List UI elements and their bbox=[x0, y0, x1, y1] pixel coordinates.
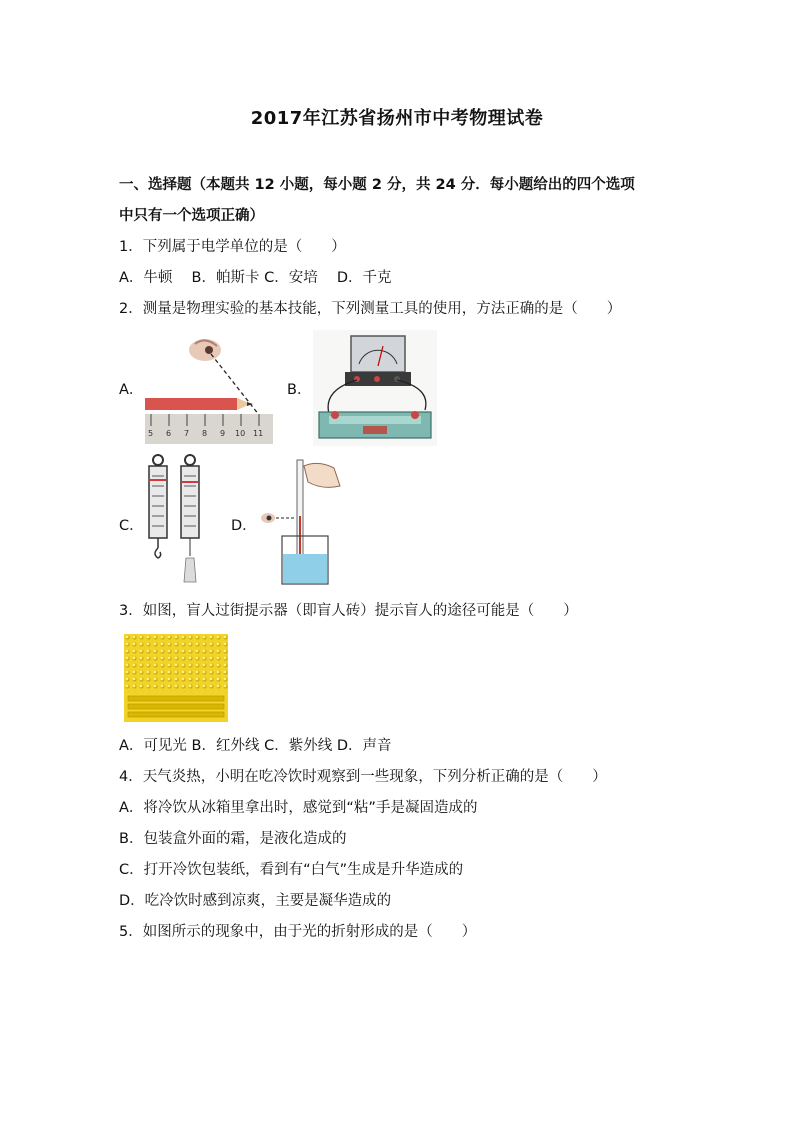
ruler-tick-11: 11 bbox=[253, 429, 264, 438]
ruler-tick-8: 8 bbox=[202, 429, 208, 438]
q1-options: A．牛顿 B．帕斯卡 C．安培 D．千克 bbox=[119, 270, 392, 286]
q2-stem: 2．测量是物理实验的基本技能，下列测量工具的使用，方法正确的是（ ） bbox=[119, 301, 622, 317]
q4-option-c: C．打开冷饮包装纸，看到有“白气”生成是升华造成的 bbox=[119, 862, 464, 878]
q5-stem: 5．如图所示的现象中，由于光的折射形成的是（ ） bbox=[119, 924, 477, 940]
q2-option-a-label: A． bbox=[119, 382, 144, 398]
q4-option-a: A．将冷饮从冰箱里拿出时，感觉到“粘”手是凝固造成的 bbox=[119, 800, 478, 816]
thermometer-beaker-figure bbox=[256, 456, 346, 586]
ruler-tick-9: 9 bbox=[220, 429, 226, 438]
ruler-tick-10: 10 bbox=[235, 429, 246, 438]
ruler-pencil-figure bbox=[145, 332, 273, 444]
q2-option-b-label: B． bbox=[287, 382, 312, 398]
q3-stem: 3．如图，盲人过街提示器（即盲人砖）提示盲人的途径可能是（ ） bbox=[119, 603, 578, 619]
q1-stem: 1．下列属于电学单位的是（ ） bbox=[119, 239, 346, 255]
q4-option-d: D．吃冷饮时感到凉爽，主要是凝华造成的 bbox=[119, 893, 392, 909]
section-heading-line2: 中只有一个选项正确） bbox=[119, 208, 264, 224]
ammeter-circuit-figure bbox=[313, 330, 437, 446]
ruler-tick-5: 5 bbox=[148, 429, 154, 438]
ruler-tick-6: 6 bbox=[166, 429, 172, 438]
q2-option-d-label: D． bbox=[231, 518, 257, 534]
q3-options: A．可见光 B．红外线 C．紫外线 D．声音 bbox=[119, 738, 392, 754]
section-heading-line1: 一、选择题（本题共 12 小题，每小题 2 分，共 24 分．每小题给出的四个选项 bbox=[119, 177, 635, 193]
tactile-paving-figure bbox=[124, 634, 228, 722]
q4-option-b: B．包装盒外面的霜，是液化造成的 bbox=[119, 831, 347, 847]
q2-option-c-label: C． bbox=[119, 518, 144, 534]
spring-scale-figure bbox=[140, 452, 210, 584]
ruler-tick-7: 7 bbox=[184, 429, 190, 438]
page-title: 2017年江苏省扬州市中考物理试卷 bbox=[250, 108, 544, 129]
q4-stem: 4．天气炎热，小明在吃冷饮时观察到一些现象，下列分析正确的是（ ） bbox=[119, 769, 607, 785]
